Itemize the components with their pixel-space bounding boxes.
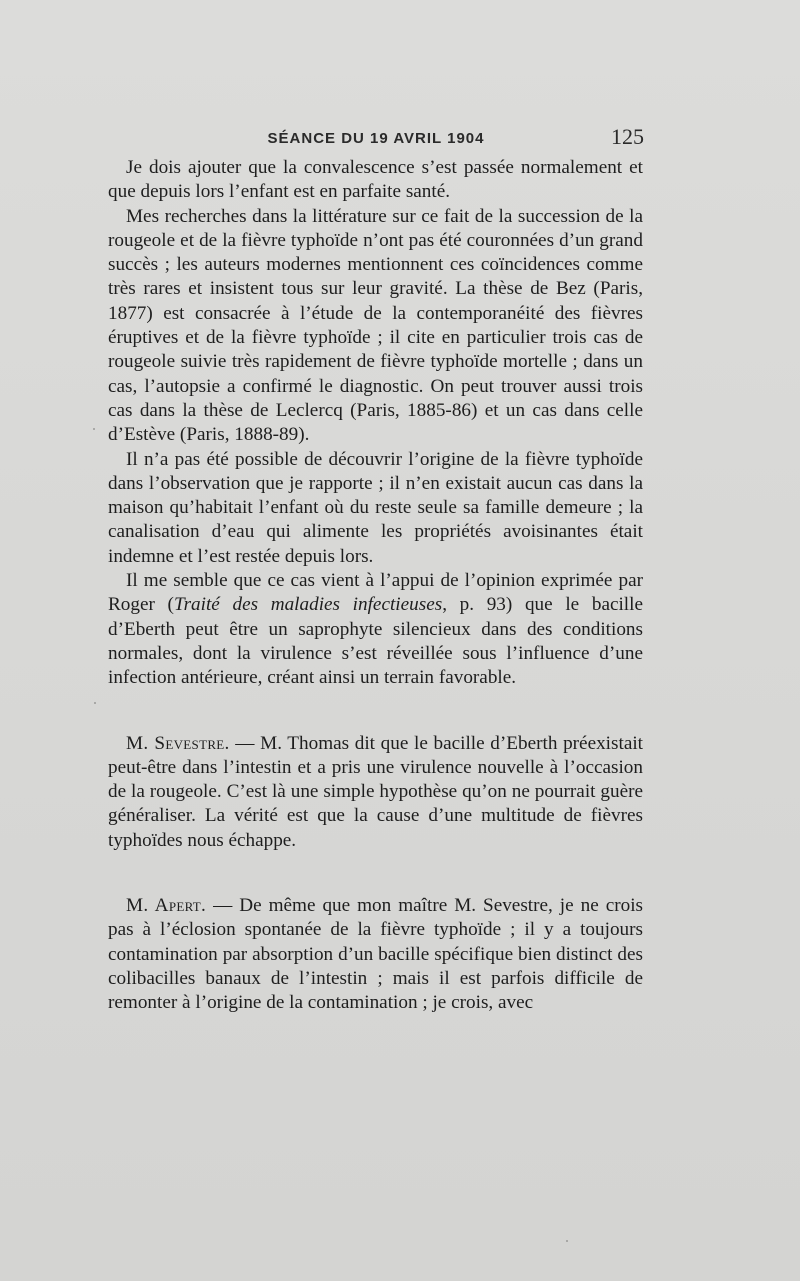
paper-speck (94, 702, 96, 704)
section-gap (108, 691, 643, 732)
running-head: SÉANCE DU 19 AVRIL 1904 (267, 130, 485, 147)
paragraph-literature: Mes recherches dans la littérature sur ce fait de la succession de la rougeole et de la fièvre typhoïde n’ont pas été couronnées d’un grand succès ; les auteurs modernes mentionnent ces coïncidences comme très rares et insistent tous sur leur gravité. La thèse de Bez (Paris, 1877) est consacrée à l’étude de la contemporanéité des fièvres éruptives et de la fièvre typhoïde ; il cite en particulier trois cas de rougeole suivie très rapidement de fièvre typhoïde mortelle ; dans un cas, l’autopsie a confirmé le diagnostic. On peut trouver aussi trois cas dans la thèse de Leclercq (Paris, 1885-86) et un cas dans celle d’Estève (Paris, 1888-89). (108, 205, 643, 446)
paragraph-apert (108, 894, 643, 1015)
paragraph-opinion-text-1: Il me semble que ce cas vient à l’appui de l’opinion exprimée par Roger ( (108, 570, 643, 616)
speaker-apert: M. Apert. (126, 895, 207, 917)
paragraph-apert-text: — De même que mon maître M. Sevestre, je ne crois pas à l’éclosion spontanée de la fièvre typhoïde ; il y a toujours contamination par absorption d’un bacille spécifique bien distinct des colibacilles banaux de l’intestin ; mais il est parfois difficile de remonter à l’origine de la contamination ; je crois, avec (108, 895, 643, 1014)
cited-work-title: Traité des maladies infectieuses (173, 594, 443, 616)
paragraph-sevestre (108, 732, 643, 853)
page-body (108, 156, 643, 1016)
paragraph-opinion (108, 569, 643, 690)
paragraph-sevestre-text: — M. Thomas dit que le bacille d’Eberth préexistait peut-être dans l’intestin et a pris une virulence nouvelle à l’occasion de la rougeole. C’est là une simple hypothèse qu’on ne pourrait guère généraliser. La vérité est que la cause d’une multitude de fièvres typhoïdes nous échappe. (108, 732, 643, 851)
section-gap (108, 853, 643, 894)
page-header (108, 122, 644, 152)
speaker-sevestre: M. Sevestre. (126, 732, 230, 754)
paragraph-convalescence: Je dois ajouter que la convalescence s’est passée normalement et que depuis lors l’enfant est en parfaite santé. (108, 157, 643, 203)
paragraph-opinion-text-2: , p. 93) que le bacille d’Eberth peut être un saprophyte silencieux dans des conditions normales, dont la virulence s’est réveillée sous l’influence d’une infection antérieure, créant ainsi un terrain favorable. (108, 594, 643, 689)
page-number: 125 (611, 124, 644, 149)
paper-speck (93, 428, 95, 430)
paper-speck (566, 1240, 568, 1242)
paragraph-origin: Il n’a pas été possible de découvrir l’origine de la fièvre typhoïde dans l’observation que je rapporte ; il n’en existait aucun cas dans la maison qu’habitait l’enfant où du reste seule sa famille demeure ; la canalisation d’eau qui alimente les propriétés avoisinantes était indemne et l’est restée depuis lors. (108, 448, 643, 567)
